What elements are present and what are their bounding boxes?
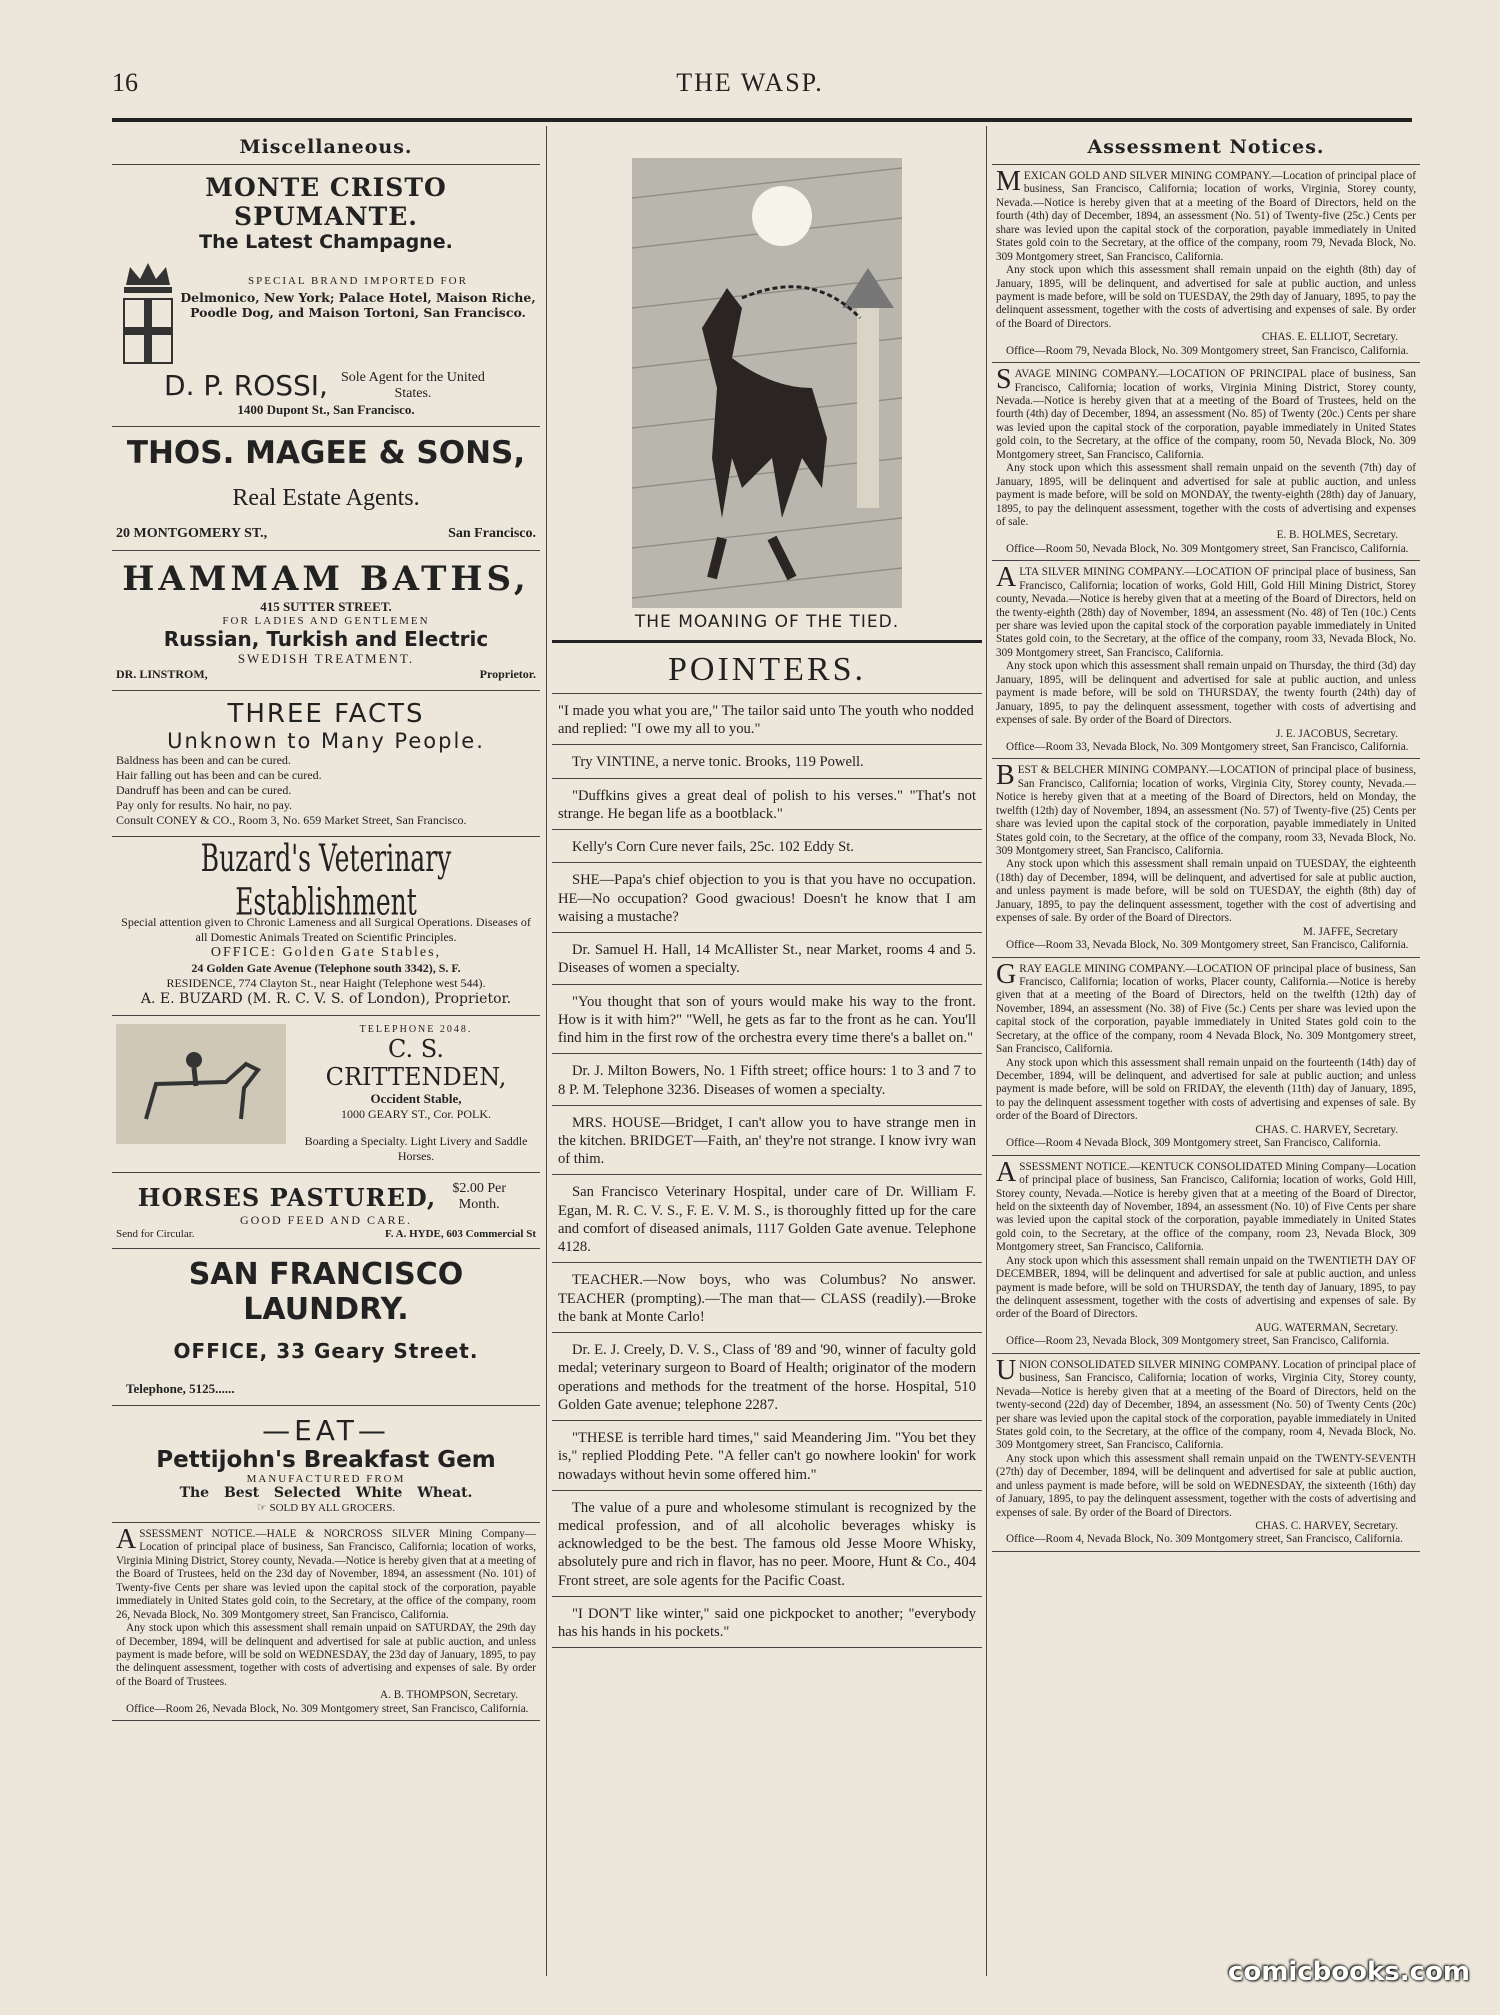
- notice-body: RAY EAGLE MINING COMPANY.—LOCATION OF principal place of business, San Francisco, California; location of works, Placer county, California.—Notice is hereby given that at a meeting of the Board of Directors, held on the twelfth (12th) day of November, 1894, an assessment (No. 38) of Five (5c.) Cents per share was levied upon the capital stock of the corporation, payable immediately in United States gold coin to the Secretary, at the office of the company, room 4 Nevada Block, No. 309 Montgomery street, San Francisco, California.: [996, 962, 1416, 1056]
- ad-swedish: SWEDISH TREATMENT.: [237, 651, 415, 666]
- pointer-item: [552, 1054, 982, 1105]
- notice-signature: CHAS. C. HARVEY, Secretary.: [1255, 1520, 1398, 1532]
- pointer-item: [552, 1175, 982, 1263]
- notice-body-2: Any stock upon which this assessment shall remain unpaid on the fourteenth (14th) day of December, 1894, will be delinquent, and advertised for sale at public auction; and unless payment is made before, will be sold on FRIDAY, the eleventh (11th) day of January, 1895, to pay the delinquent assessment together with costs of advertising and expenses of sale. By order of the Board of Directors.: [996, 1056, 1416, 1123]
- notice-office: Office—Room 4 Nevada Block, 309 Montgomery street, San Francisco, California.: [1006, 1137, 1381, 1150]
- notice-signature: E. B. HOLMES, Secretary.: [1276, 529, 1398, 542]
- ad-city: San Francisco.: [448, 526, 536, 541]
- pointer-item: [552, 1491, 982, 1597]
- ad-subtitle: The Latest Champagne.: [199, 231, 453, 253]
- notice-office: Office—Room 26, Nevada Block, No. 309 Montgomery street, San Francisco, California.: [126, 1702, 529, 1715]
- drop-cap: A: [996, 562, 1017, 594]
- ad-horses-pastured: [112, 1173, 540, 1249]
- fact-line: Baldness has been and can be cured.: [116, 753, 291, 767]
- watermark: comicbooks.com: [1227, 1957, 1470, 1987]
- ad-note: Boarding a Specialty. Light Livery and Saddle Horses.: [304, 1134, 528, 1163]
- ad-wheat: The Best Selected White Wheat.: [179, 1485, 473, 1501]
- pointer-text: Kelly's Corn Cure never fails, 25c. 102 Eddy St.: [572, 839, 854, 856]
- ad-three-facts: [112, 691, 540, 837]
- fact-line: Dandruff has been and can be cured.: [116, 783, 292, 797]
- ad-title: Buzard's Veterinary Establishment: [200, 836, 452, 924]
- ad-price: $2.00 Per Month.: [452, 1181, 507, 1212]
- ad-telephone: TELEPHONE 2048.: [359, 1024, 473, 1035]
- notice-body-2: Any stock upon which this assessment shall remain unpaid on Thursday, the third (3d) day January, 1895, will be delinquent and advertised for sale at public auction, and unless payment is made before, will be sold on THURSDAY, the twenty fourth (24th) day of January, 1895, to pay the delinquent assessment, together with costs of advertising and expenses of sale. By order of the Board of Directors.: [996, 660, 1416, 727]
- ad-title: Pettijohn's Breakfast Gem: [156, 1447, 496, 1473]
- ad-hammam-baths: [112, 551, 540, 691]
- pointer-item: [552, 1263, 982, 1333]
- ad-address: 1000 GEARY ST., Cor. POLK.: [340, 1107, 491, 1121]
- ad-types: Russian, Turkish and Electric: [163, 627, 489, 651]
- ad-audience: FOR LADIES AND GENTLEMEN: [222, 615, 430, 627]
- notice-office: Office—Room 23, Nevada Block, 309 Montgomery street, San Francisco, California.: [1006, 1335, 1390, 1348]
- pointer-text: Try VINTINE, a nerve tonic. Brooks, 119 Powell.: [572, 754, 864, 771]
- notice-signature: CHAS. C. HARVEY, Secretary.: [1255, 1123, 1398, 1136]
- ad-address: 1400 Dupont St., San Francisco.: [237, 402, 415, 417]
- section-heading: Assessment Notices.: [992, 126, 1420, 165]
- ad-pettijohn: [112, 1406, 540, 1523]
- ad-sold: [116, 1501, 536, 1514]
- column-miscellaneous: [112, 126, 540, 1976]
- ad-business: Real Estate Agents.: [232, 485, 420, 511]
- pointer-text: MRS. HOUSE—Bridget, I can't allow you to have strange men in the kitchen. BRIDGET—Faith, an' they're not strange. I know ivry wan of thim.: [558, 1114, 976, 1168]
- notice-body: LTA SILVER MINING COMPANY.—LOCATION OF principal place of business, San Francisco, California; location of works, Gold Hill, Gold Hill Mining District, Storey county, Nevada.—Notice is hereby given that at a meeting of the Board of Directors, held on the twenty-eighth (28th) day of November, 1894, an assessment (No. 48) of Ten (10c.) Cents per share was levied upon the capital stock of the corporation payable immediately in United States gold coin, to the Secretary, at the office of the company, room 33, Nevada Block, No. 309 Montgomery street, San Francisco, California.: [996, 566, 1416, 659]
- ad-subtitle: Unknown to Many People.: [167, 729, 485, 753]
- masthead-title: THE WASP.: [676, 68, 824, 97]
- drop-cap: A: [116, 1524, 137, 1555]
- notice-body-2: Any stock upon which this assessment shall remain unpaid on the TWENTIETH DAY OF DECEMBER, 1894, will be delinquent and advertised for sale at public auction, and unless payment is made before, will be sold on THURSDAY, the tenth day of January, 1895, to pay the delinquent assessment, together with the costs of advertising and expenses of sale. By order of the Board of Directors.: [996, 1254, 1416, 1321]
- assessment-notice: [992, 363, 1420, 561]
- ad-title: HORSES PASTURED,: [137, 1182, 437, 1212]
- ad-telephone: Telephone, 5125......: [126, 1381, 235, 1396]
- pointer-text: TEACHER.—Now boys, who was Columbus? No answer. TEACHER (prompting).—The man that— CLASS (readily).—Broke the bank at Monte Carlo!: [558, 1272, 976, 1325]
- notice-signature: CHAS. E. ELLIOT, Secretary.: [1261, 331, 1398, 344]
- assessment-notice: [992, 1354, 1420, 1552]
- pointer-text: Dr. Samuel H. Hall, 14 McAllister St., near Market, rooms 4 and 5. Diseases of women a specialty.: [558, 942, 976, 977]
- ad-contact: F. A. HYDE, 603 Commercial St: [385, 1228, 536, 1240]
- pointer-item: [552, 1106, 982, 1176]
- ad-agent-name: D. P. ROSSI,: [164, 369, 328, 402]
- pointer-text: SHE—Papa's chief objection to you is that you have no occupation. HE—No occupation? Good gwacious! Doesn't he know that I am waising a mustache?: [558, 872, 976, 925]
- fact-line: Hair falling out has been and can be cured.: [116, 768, 322, 782]
- pointer-text: Dr. J. Milton Bowers, No. 1 Fifth street; office hours: 1 to 3 and 7 to 8 P. M. Telephone 3236. Diseases of women a specialty.: [558, 1063, 976, 1098]
- ad-feed: GOOD FEED AND CARE.: [239, 1213, 412, 1227]
- ad-doctor: DR. LINSTROM,: [116, 667, 208, 681]
- pointer-item: [552, 1597, 982, 1648]
- notice-body-2: Any stock upon which this assessment shall remain unpaid on SATURDAY, the 29th day of December, 1894, will be delinquent and advertised for sale at public auction, and unless payment is made before, will be sold on WEDNESDAY, the 23d day of January, 1895, to pay the delinquent assessment, together with costs of advertising and expenses of sale. By order of the Board of Trustees.: [116, 1622, 536, 1688]
- ad-magee: [112, 427, 540, 551]
- ad-address: 415 SUTTER STREET.: [260, 599, 392, 614]
- notice-body: SSESSMENT NOTICE.—HALE & NORCROSS SILVER Mining Company—Location of principal place of business, San Francisco, California; location of works, Virginia Mining District, Storey county, Nevada.—Notice is hereby given that at a meeting of the Board of Trustees, held on the 23d day of November, 1894, an assessment (No. 101) of Twenty-five Cents per share was levied upon the capital stock of the corporation, payable immediately in United States gold coin, to the Secretary, at the office of the company, room 26, Nevada Block, No. 309 Montgomery street, San Francisco, California.: [116, 1528, 536, 1621]
- ad-stable: Occident Stable,: [370, 1091, 462, 1106]
- column-divider: [546, 126, 547, 1976]
- notice-office: Office—Room 4, Nevada Block, No. 309 Montgomery street, San Francisco, California.: [1006, 1533, 1403, 1546]
- ad-residence: RESIDENCE, 774 Clayton St., near Haight (Telephone west 544).: [166, 976, 486, 990]
- pointer-text: "You thought that son of yours would make his way to the front. How is it with him?" "Well, he gets as far to the front as he can. You'll find him in the first row of the orchestra every time there's a ballet on.": [558, 993, 976, 1047]
- pointer-item: [552, 985, 982, 1055]
- assessment-notice: [992, 165, 1420, 363]
- pointer-item: [552, 745, 982, 778]
- notice-body-2: Any stock upon which this assessment shall remain unpaid on TUESDAY, the eighteenth (18th) day of December, 1894, will be delinquent, and advertised for sale at public auction, and unless payment is made before, will be sold on TUESDAY, the eighth (8th) day of January, 1895, to pay the delinquent assessment, together with the cost of advertising and expenses of sale. By order of the Board of Directors.: [996, 858, 1416, 925]
- notice-signature: M. JAFFE, Secretary: [1302, 925, 1398, 938]
- pointer-text: "Duffkins gives a great deal of polish to his verses." "That's not strange. He began life as a bootblack.": [558, 787, 976, 822]
- pointer-item: [552, 694, 982, 745]
- ad-address: 20 MONTGOMERY ST.,: [116, 526, 268, 541]
- pointer-item: [552, 830, 982, 863]
- ad-venues: Delmonico, New York; Palace Hotel, Maison Riche, Poodle Dog, and Maison Tortoni, San Francisco.: [180, 290, 536, 320]
- drop-cap: B: [996, 760, 1015, 792]
- notice-body: EST & BELCHER MINING COMPANY.—LOCATION of principal place of business, San Francisco, California; location of works, Virginia City, Storey county, Nevada.—Notice is hereby given that at a meeting of the Board of Directors, held on Monday, the twelfth (12th) day of November, 1894, an assessment (No. 57) of Twenty-five (25) Cents per share was levied upon the capital stock of the corporation, payable immediately in United States gold coin, to the Secretary, at the office of the company, room 33, Nevada Block, No. 309 Montgomery street, San Francisco, California.: [996, 764, 1416, 857]
- pointer-item: [552, 779, 982, 830]
- ad-role: Proprietor.: [479, 667, 536, 681]
- ad-office: OFFICE, 33 Geary Street.: [173, 1339, 479, 1363]
- ad-proprietor: A. E. BUZARD (M. R. C. V. S. of London), Proprietor.: [140, 991, 512, 1007]
- ad-special: Special attention given to Chronic Lameness and all Surgical Operations. Diseases of all Domestic Animals Treated on Scientific Principles.: [121, 915, 531, 944]
- ad-made: MANUFACTURED FROM: [246, 1473, 406, 1485]
- assessment-notice: [992, 958, 1420, 1156]
- notice-body-2: Any stock upon which this assessment shall remain unpaid on the seventh (7th) day of January, 1895, will be delinquent and advertised for sale at public auction, and unless payment is made before, will be sold on MONDAY, the twenty-eighth (28th) day of January, 1895, to pay the delinquent assessment, together with the costs of advertising and expenses of sale.: [996, 462, 1416, 528]
- pointer-item: [552, 1333, 982, 1421]
- ad-title: HAMMAM BATHS,: [122, 559, 530, 599]
- horse-rider-illustration: [116, 1024, 286, 1144]
- pointer-text: "THESE is terrible hard times," said Meandering Jim. "You bet they is," replied Plodding Pete. "A feller can't go nowhere lookin' for work nowadays without hevin some offered him.": [558, 1430, 976, 1483]
- notice-body-2: Any stock upon which this assessment shall remain unpaid on the TWENTY-SEVENTH (27th) day of December, 1894, will be delinquent and advertised for sale at public auction, and unless payment is made before, will be sold on WEDNESDAY, the sixteenth (16th) day of January, 1895, to pay the delinquent assessment, together with the costs of advertising and expenses of sale. By order of the Board of Directors.: [996, 1452, 1416, 1519]
- assessment-notice: [992, 759, 1420, 957]
- notice-body: AVAGE MINING COMPANY.—LOCATION OF PRINCIPAL place of business, San Francisco, California; location of works, Virginia Mining District, Storey county, Nevada.—Notice is hereby given that at a meeting of the Board of Trustees, held on the fourth (4th) day of December, 1894, an assessment (No. 85) of Twenty (20c.) Cents per share was levied upon the capital stock of the corporation, payable immediately in United States gold coin, to the Secretary, at the office of the company, room 50, Nevada Block, No. 309 Montgomery street, San Francisco, California.: [996, 368, 1416, 461]
- ad-eat: —EAT—: [262, 1414, 390, 1447]
- ad-sold-label: SOLD BY ALL GROCERS.: [269, 1502, 396, 1514]
- ad-title: SAN FRANCISCO LAUNDRY.: [188, 1257, 464, 1327]
- ad-special-brand: SPECIAL BRAND IMPORTED FOR: [248, 275, 468, 287]
- notice-office: Office—Room 33, Nevada Block, No. 309 Montgomery street, San Francisco, California.: [1006, 740, 1409, 753]
- ad-monte-cristo: [112, 165, 540, 427]
- assessment-notice: [992, 561, 1420, 759]
- pointer-text: "I DON'T like winter," said one pickpocket to another; "everybody has his hands in his pockets.": [558, 1605, 976, 1641]
- ad-office: OFFICE: Golden Gate Stables,: [210, 945, 442, 960]
- notice-body: NION CONSOLIDATED SILVER MINING COMPANY. Location of principal place of business, San Francisco, California; location of works, Virginia City, Storey county, Nevada—Notice is hereby given that at a meeting of the Board of Directors, held on the twenty-second (22d) day of December, 1894, an assessment (No. 50) of Twenty Cents (20c) per share was levied upon the capital stock of the corporation, payable immediately in United States gold coin, to the Secretary, at the office of the company, room 4, Nevada Block, No. 309 Montgomery street, San Francisco, California.: [996, 1358, 1416, 1452]
- crown-crest-icon: [116, 257, 180, 369]
- cartoon-tied-goat: [632, 158, 902, 608]
- drop-cap: M: [996, 166, 1021, 197]
- top-rule: [112, 118, 1412, 122]
- ad-title: MONTE CRISTO SPUMANTE.: [205, 173, 447, 231]
- ad-crittenden: [112, 1016, 540, 1173]
- fact-line: Pay only for results. No hair, no pay.: [116, 798, 293, 812]
- notice-hale-norcross: [112, 1523, 540, 1721]
- column-divider: [986, 126, 987, 1976]
- notice-office: Office—Room 50, Nevada Block, No. 309 Montgomery street, San Francisco, California.: [1006, 542, 1409, 555]
- pointer-text: Dr. E. J. Creely, D. V. S., Class of '89 and '90, winner of faculty gold medal; veterinary surgeon to Board of Health; originator of the modern operations and methods for the treatment of the horse. Hospital, 510 Golden Gate avenue; telephone 2287.: [558, 1342, 976, 1413]
- notice-office: Office—Room 79, Nevada Block, No. 309 Montgomery street, San Francisco, California.: [1006, 344, 1409, 357]
- pointers-heading: POINTERS.: [552, 643, 982, 694]
- ad-sf-laundry: [112, 1249, 540, 1406]
- pointer-item: [552, 1421, 982, 1491]
- pointing-hand-icon: ☞: [256, 1502, 270, 1514]
- drop-cap: A: [996, 1156, 1017, 1188]
- notice-office: Office—Room 33, Nevada Block, No. 309 Montgomery street, San Francisco, California.: [1006, 939, 1409, 952]
- ad-title: THREE FACTS: [227, 699, 425, 729]
- pointer-item: [552, 933, 982, 984]
- drop-cap: S: [996, 364, 1012, 396]
- notice-signature: J. E. JACOBUS, Secretary.: [1275, 727, 1398, 740]
- drop-cap: G: [996, 958, 1017, 990]
- section-heading: Miscellaneous.: [112, 126, 540, 165]
- drop-cap: U: [996, 1354, 1017, 1386]
- ad-send: Send for Circular.: [116, 1228, 195, 1240]
- pointer-text: "I made you what you are," The tailor said unto The youth who nodded and replied: "I owe my all to you.": [558, 703, 974, 738]
- ad-title: THOS. MAGEE & SONS,: [126, 435, 526, 471]
- pointer-item: [552, 863, 982, 933]
- notice-signature: AUG. WATERMAN, Secretary.: [1255, 1321, 1398, 1334]
- page-number: 16: [112, 68, 138, 97]
- fact-line: Consult CONEY & CO., Room 3, No. 659 Market Street, San Francisco.: [116, 813, 467, 827]
- notice-body: SSESSMENT NOTICE.—KENTUCK CONSOLIDATED Mining Company—Location of principal place of business, San Francisco, California; location of works, Gold Hill, Storey county, Nevada.—Notice is hereby given that at a meeting of the Board of Director, held on the sixteenth day of November, 1894, an assessment (No. 10) of Five Cents per share was levied upon the capital stock of the corporation, payable immediately in United States gold coin, to the Secretary, at the office of the company, room 23, Nevada Block, 309 Montgomery street, San Francisco, California.: [996, 1160, 1416, 1254]
- notice-signature: A. B. THOMPSON, Secretary.: [380, 1689, 518, 1702]
- ad-title: C. S. CRITTENDEN,: [325, 1035, 507, 1091]
- notice-body: EXICAN GOLD AND SILVER MINING COMPANY.—Location of principal place of business, San Francisco, California; location of works, Virginia, Storey county, Nevada.—Notice is hereby given that at a meeting of the Board of Directors, held on the fourth (4th) day of December, 1894, an assessment (No. 51) of Twenty-five (25c.) Cents per share was levied upon the capital stock of the corporation, payable immediately in United States gold coin to the Secretary, at the office of the company, room 79, Nevada Block, No. 309 Montgomery street, San Francisco, California.: [996, 170, 1416, 263]
- column-pointers: [552, 126, 982, 1976]
- ad-buzard: [112, 837, 540, 1016]
- assessment-notice: [992, 1156, 1420, 1354]
- pointer-text: San Francisco Veterinary Hospital, under care of Dr. William F. Egan, M. R. C. V. S., F. E. V. M. S., is thoroughly fitted up for the care and comfort of diseased animals, 1117 Golden Gate avenue. Telephone 4128.: [558, 1184, 976, 1256]
- notice-body-2: Any stock upon which this assessment shall remain unpaid on the eighth (8th) day of January, 1895, will be delinquent, and advertised for sale at public auction, and unless payment is made before, will be sold on TUESDAY, the 29th day of January, 1895, to pay the delinquent assessment, together with the costs of advertising and expenses of sale. By order of the Board of Directors.: [996, 264, 1416, 330]
- ad-agent-role: Sole Agent for the United States.: [341, 369, 485, 401]
- ad-address: 24 Golden Gate Avenue (Telephone south 3342), S. F.: [191, 961, 461, 975]
- column-assessment-notices: [992, 126, 1420, 1976]
- pointer-text: The value of a pure and wholesome stimulant is recognized by the medical profession, and of all alcoholic beverages whisky is acknowledged to be the best. The famous old Jesse Moore Whisky, absolutely pure and rich in flavor, has no peer. Moore, Hunt & Co., 404 Front street, are sole agents for the Pacific Coast.: [558, 1499, 976, 1589]
- cartoon-caption: THE MOANING OF THE TIED.: [552, 612, 982, 643]
